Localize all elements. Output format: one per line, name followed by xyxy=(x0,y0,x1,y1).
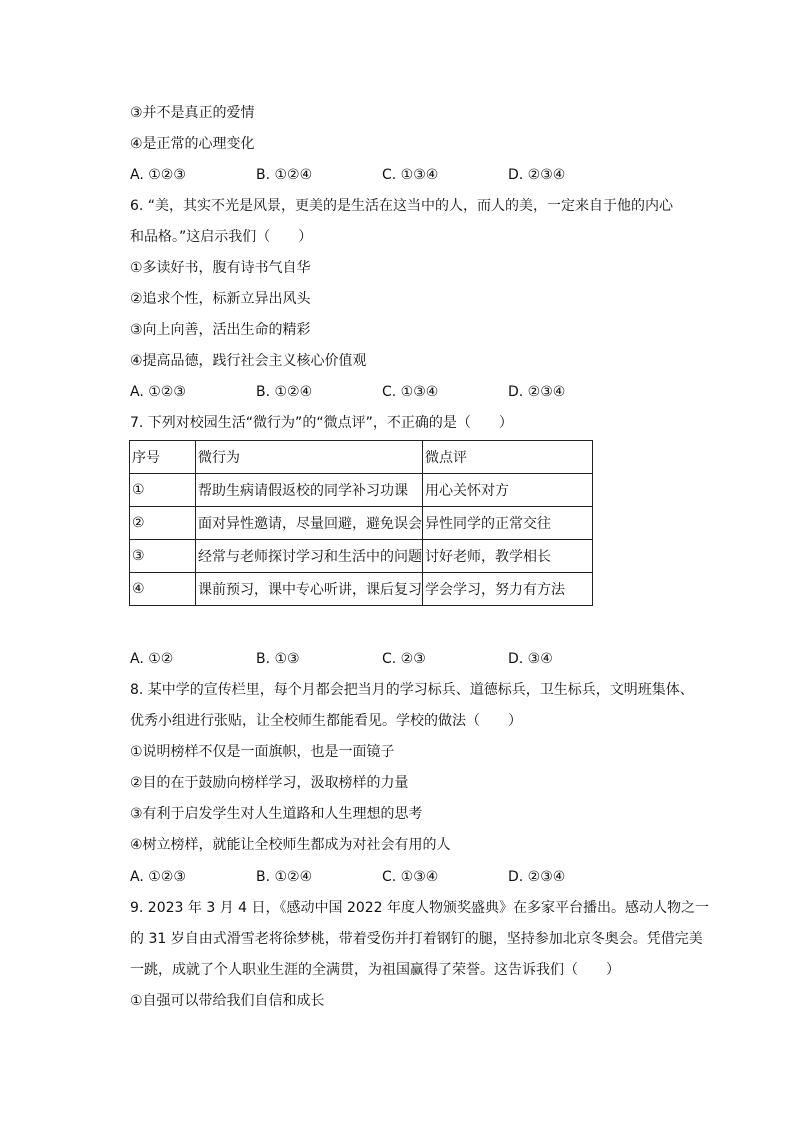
table-row xyxy=(130,540,593,573)
q5-option-a[interactable]: A. ①②③ xyxy=(130,167,186,183)
table-cell: ④ xyxy=(130,573,196,606)
q6-item-4: ④提高品德，践行社会主义核心价值观 xyxy=(130,353,367,369)
q6-option-c[interactable]: C. ①③④ xyxy=(382,384,439,400)
q6-item-2: ②追求个性，标新立异出风头 xyxy=(130,291,311,307)
table-cell: 课前预习，课中专心听讲，课后复习 xyxy=(196,573,423,606)
q6-option-d[interactable]: D. ②③④ xyxy=(508,384,566,400)
table-cell: 异性同学的正常交往 xyxy=(423,507,593,540)
table-row xyxy=(130,507,593,540)
table-cell: 面对异性邀请，尽量回避，避免误会 xyxy=(196,507,423,540)
q7-option-a[interactable]: A. ①② xyxy=(130,651,174,667)
table-header-cell: 微行为 xyxy=(196,441,423,474)
q7-stem: 7. 下列对校园生活“微行为”的“微点评”，不正确的是（ ） xyxy=(130,415,513,431)
q9-stem-line-3: 一跳，成就了个人职业生涯的全满贯，为祖国赢得了荣誉。这告诉我们（ ） xyxy=(130,962,620,978)
table-header-row xyxy=(130,441,593,474)
q7-table xyxy=(129,440,593,606)
q9-item-1: ①自强可以带给我们自信和成长 xyxy=(130,993,325,1009)
q5-option-c[interactable]: C. ①③④ xyxy=(382,167,439,183)
q9-stem-line-1: 9. 2023 年 3 月 4 日，《感动中国 2022 年度人物颁奖盛典》在多家平台播出。感动人物之一 xyxy=(130,900,710,916)
q6-item-3: ③向上向善，活出生命的精彩 xyxy=(130,322,311,338)
q6-item-1: ①多读好书，腹有诗书气自华 xyxy=(130,260,311,276)
table-row xyxy=(130,573,593,606)
table-header-cell: 微点评 xyxy=(423,441,593,474)
q8-option-a[interactable]: A. ①②③ xyxy=(130,869,186,885)
q8-item-4: ④树立榜样，就能让全校师生都成为对社会有用的人 xyxy=(130,837,451,853)
q5-item-3: ③并不是真正的爱情 xyxy=(130,105,255,121)
q5-option-b[interactable]: B. ①②④ xyxy=(256,167,313,183)
q8-item-3: ③有利于启发学生对人生道路和人生理想的思考 xyxy=(130,806,423,822)
table-cell: 用心关怀对方 xyxy=(423,474,593,507)
q5-option-d[interactable]: D. ②③④ xyxy=(508,167,566,183)
q6-stem-line-1: 6. “美，其实不光是风景，更美的是生活在这当中的人，而人的美，一定来自于他的内心 xyxy=(130,198,674,214)
table-cell: ① xyxy=(130,474,196,507)
table-cell: ② xyxy=(130,507,196,540)
table-cell: 讨好老师，教学相长 xyxy=(423,540,593,573)
table-cell: 经常与老师探讨学习和生活中的问题 xyxy=(196,540,423,573)
table-cell: 帮助生病请假返校的同学补习功课 xyxy=(196,474,423,507)
q6-stem-line-2: 和品格。”这启示我们（ ） xyxy=(130,229,313,245)
q5-item-4: ④是正常的心理变化 xyxy=(130,136,255,152)
q6-option-a[interactable]: A. ①②③ xyxy=(130,384,186,400)
q8-option-c[interactable]: C. ①③④ xyxy=(382,869,439,885)
q8-item-2: ②目的在于鼓励向榜样学习，汲取榜样的力量 xyxy=(130,775,409,791)
table-cell: 学会学习，努力有方法 xyxy=(423,573,593,606)
q8-option-d[interactable]: D. ②③④ xyxy=(508,869,566,885)
table-row xyxy=(130,474,593,507)
q8-stem-line-2: 优秀小组进行张贴，让全校师生都能看见。学校的做法（ ） xyxy=(130,713,522,729)
q7-option-b[interactable]: B. ①③ xyxy=(256,651,300,667)
q8-item-1: ①说明榜样不仅是一面旗帜，也是一面镜子 xyxy=(130,744,395,760)
table-header-cell: 序号 xyxy=(130,441,196,474)
q8-stem-line-1: 8. 某中学的宣传栏里，每个月都会把当月的学习标兵、道德标兵，卫生标兵，文明班集体、 xyxy=(130,682,694,698)
q8-option-b[interactable]: B. ①②④ xyxy=(256,869,313,885)
q9-stem-line-2: 的 31 岁自由式滑雪老将徐梦桃，带着受伤并打着钢钉的腿，坚持参加北京冬奥会。凭借完美 xyxy=(130,931,703,947)
q7-option-c[interactable]: C. ②③ xyxy=(382,651,426,667)
q6-option-b[interactable]: B. ①②④ xyxy=(256,384,313,400)
q7-option-d[interactable]: D. ③④ xyxy=(508,651,553,667)
table-cell: ③ xyxy=(130,540,196,573)
